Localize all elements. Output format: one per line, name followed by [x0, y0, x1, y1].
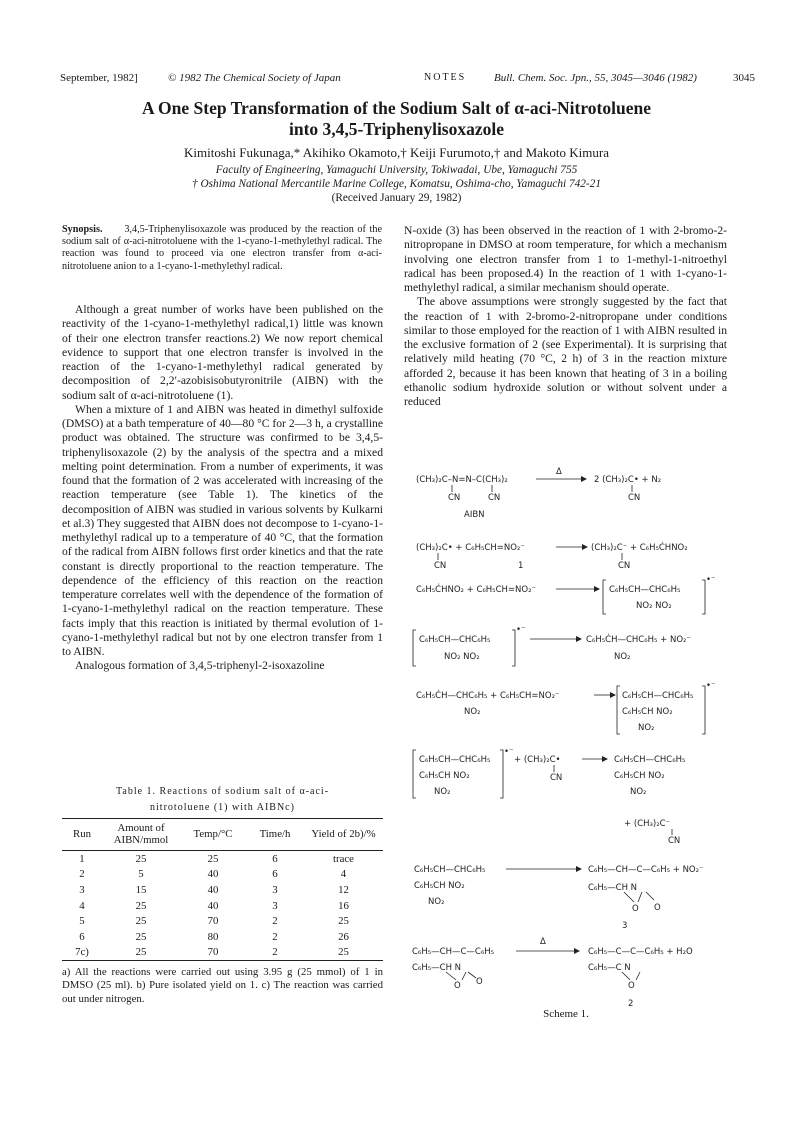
- scheme-formula: NO₂: [638, 723, 655, 733]
- scheme-formula: C₆H₅CH NO₂: [414, 881, 465, 891]
- scheme-formula: O: [632, 904, 639, 914]
- header-copyright: © 1982 The Chemical Society of Japan: [168, 72, 341, 84]
- scheme-formula: (CH₃)₂C⁻ + C₆H₅ĊHNO₂: [591, 543, 688, 553]
- header-journal: Bull. Chem. Soc. Jpn., 55, 3045—3046 (1982): [494, 72, 697, 84]
- scheme-formula: (CH₃)₂C–N=N–C(CH₃)₂: [416, 475, 508, 485]
- synopsis-text: 3,4,5-Triphenylisoxazole was produced by the reaction of the sodium salt of α-aci-nitrotoluene with the 1-cyano-1-methylethyl radical. The reaction was found to proceed via one electron transfer from α-aci-nitrotoluene anion to a 1-cyano-1-methylethyl radical.: [62, 224, 382, 272]
- paragraph: When a mixture of 1 and AIBN was heated in dimethyl sulfoxide (DMSO) at a bath temperature of 40—80 °C for 2—3 h, a crystalline product was obtained. The structure was confirmed to be 3,4,5-triphenylisoxazole (2) by the analysis of the spectra and a mixed melting point determination. From a number of experiments, it was found that the formation of 2 was accelerated with increasing of the reaction temperature (see Table 1). The kinetics of the decomposition of AIBN was studied in various solvents by Kulkarni et al.3) They suggested that AIBN does not decompose to 1-cyano-1-methylethyl radical up to a temperature of 40 °C, that the formation of the radical from AIBN follows first order kinetics and that the rate constant is directly proportional to the reaction temperature. The dependence of the efficiency of this reaction on the reaction temperature correlates well with the dependence of the formation of 1-cyano-1-methylethyl radical on the reaction temperature. These facts imply that this reaction is initiated by thermal evolution of 1-cyano-1-methylethyl radical but not by one electron transfer from 1 to AIBN.: [62, 402, 383, 658]
- scheme-formula: NO₂ NO₂: [636, 601, 672, 611]
- table-cell: 15: [135, 883, 147, 896]
- received-date: (Received January 29, 1982): [331, 192, 462, 204]
- scheme-formula: C₆H₅—CH N: [412, 963, 462, 973]
- scheme-formula: O: [476, 977, 483, 987]
- scheme-formula: C₆H₅CH—CHC₆H₅: [622, 691, 694, 701]
- table-cell: 70: [180, 945, 246, 961]
- table-cell: 40: [207, 883, 219, 896]
- table-cell: 2: [272, 930, 278, 943]
- scheme-formula: NO₂: [464, 707, 481, 717]
- table-cell: 3: [272, 883, 278, 896]
- scheme-formula: C₆H₅ĊH—CHC₆H₅ + C₆H₅CH=NO₂⁻: [416, 691, 560, 701]
- scheme-formula: C₆H₅CH NO₂: [622, 707, 673, 717]
- table-cell: 25: [304, 945, 383, 961]
- paragraph: The above assumptions were strongly suggested by the fact that the reaction of 1 with 2-bromo-2-nitropropane under conditions similar to those employed for the reaction of 1 with AIBN resulted in the exclusive formation of 2 (see Experimental). It is surprising that relatively mild heating (70 °C, 2 h) of 3 in the reaction mixture afforded 2, because it has been known that heating of 3 in a boiling ethanolic sodium hydroxide solution or without solvent under a reduced: [404, 295, 727, 408]
- scheme-formula: C₆H₅—C N: [588, 963, 631, 973]
- table-footnotes: a) All the reactions were carried out using 3.95 g (25 mmol) of 1 in DMSO (25 ml). b) Pure isolated yield on 1. c) The reaction was carried out under nitrogen.: [62, 966, 383, 1005]
- table-cell: 5: [79, 915, 85, 928]
- table-row: [62, 929, 383, 945]
- affiliation-1: Faculty of Engineering, Yamaguchi University, Tokiwadai, Ube, Yamaguchi 755: [215, 164, 578, 176]
- scheme-formula: C₆H₅CH NO₂: [419, 771, 470, 781]
- reaction-table: [62, 818, 383, 961]
- table-cell: 4: [79, 899, 85, 912]
- scheme-formula: CN: [628, 493, 641, 503]
- column-header: Run: [62, 819, 102, 851]
- scheme-formula: C₆H₅ĊHNO₂ + C₆H₅CH=NO₂⁻: [416, 585, 536, 595]
- title-line-1: A One Step Transformation of the Sodium Salt of α-aci-Nitrotoluene: [142, 98, 651, 118]
- header-page-number: 3045: [733, 72, 755, 84]
- column-header: Amount of AIBN/mmol: [102, 819, 180, 851]
- scheme-formula: CN: [448, 493, 461, 503]
- scheme-formula: CN: [434, 561, 447, 571]
- scheme-formula: •⁻: [706, 681, 716, 691]
- scheme-formula: (CH₃)₂C• + C₆H₅CH=NO₂⁻: [416, 543, 525, 553]
- table-cell: 6: [272, 852, 278, 865]
- scheme-formula: + (CH₃)₂C•: [514, 755, 561, 765]
- table-cell: 25: [135, 915, 147, 928]
- scheme-formula: C₆H₅—CH—C—C₆H₅ + NO₂⁻: [588, 865, 704, 875]
- author-list: Kimitoshi Fukunaga,* Akihiko Okamoto,† Keiji Furumoto,† and Makoto Kimura: [183, 145, 609, 160]
- scheme-formula: 2 (CH₃)₂C• + N₂: [594, 475, 662, 485]
- table-cell: 6: [79, 930, 85, 943]
- scheme-formula: + (CH₃)₂C⁻: [624, 819, 671, 829]
- scheme-formula: C₆H₅CH—CHC₆H₅: [414, 865, 486, 875]
- scheme-formula: •⁻: [706, 575, 716, 585]
- header-date: September, 1982]: [60, 72, 138, 84]
- table-cell: 2: [246, 945, 304, 961]
- table-cell: 25: [135, 930, 147, 943]
- scheme-formula: C₆H₅—C—C—C₆H₅ + H₂O: [588, 947, 693, 957]
- table-cell: 25: [102, 945, 180, 961]
- scheme-formula: C₆H₅CH—CHC₆H₅: [419, 635, 491, 645]
- table-header-row: [62, 819, 383, 851]
- table-cell: 1: [79, 852, 85, 865]
- table-cell: 4: [340, 868, 347, 881]
- scheme-formula: NO₂: [434, 787, 451, 797]
- scheme-formula: C₆H₅—CH N: [588, 883, 638, 893]
- scheme-formula: C₆H₅—CH—C—C₆H₅: [412, 947, 495, 957]
- title-line-2: into 3,4,5-Triphenylisoxazole: [288, 119, 505, 139]
- scheme-formula: NO₂: [428, 897, 445, 907]
- table-cell: 70: [207, 915, 219, 928]
- scheme-formula: C₆H₅CH—CHC₆H₅: [419, 755, 491, 765]
- aibn-label: AIBN: [464, 510, 485, 520]
- table-cell: 7c): [62, 945, 102, 961]
- table-cell: 40: [207, 868, 219, 881]
- scheme-formula: C₆H₅CH—CHC₆H₅: [614, 755, 686, 765]
- table-row: [62, 867, 383, 883]
- scheme-formula: O: [454, 981, 461, 991]
- table-cell: 25: [207, 852, 219, 865]
- table-cell: 3: [79, 883, 85, 896]
- table-caption-line-1: Table 1. Reactions of sodium salt of α-aci-: [115, 786, 330, 797]
- reaction-scheme: [406, 462, 736, 1022]
- column-header: Temp/°C: [180, 819, 246, 851]
- table-cell: 2: [272, 915, 278, 928]
- right-column-text: [404, 224, 727, 409]
- scheme-formula: CN: [488, 493, 501, 503]
- table-cell: 6: [272, 868, 278, 881]
- paragraph: Analogous formation of 3,4,5-triphenyl-2-isoxazoline: [75, 659, 325, 673]
- delta-symbol: Δ: [556, 467, 562, 477]
- table-cell: 26: [338, 930, 349, 943]
- left-column-text: [62, 303, 383, 674]
- scheme-formula: CN: [618, 561, 631, 571]
- table-cell: trace: [333, 852, 354, 865]
- table-cell: 25: [135, 852, 147, 865]
- scheme-formula: C₆H₅CH NO₂: [614, 771, 665, 781]
- table-row: [62, 898, 383, 914]
- column-header: Time/h: [246, 819, 304, 851]
- table-cell: 12: [338, 883, 349, 896]
- table-cell: 25: [338, 915, 349, 928]
- table-cell: 16: [338, 899, 349, 912]
- article-title: [0, 98, 793, 140]
- table-caption: [62, 784, 383, 816]
- scheme-formula: •⁻: [516, 625, 526, 635]
- compound-label-2: 2: [628, 999, 634, 1009]
- scheme-formula: O: [628, 981, 635, 991]
- table-cell: 80: [207, 930, 219, 943]
- affiliation-2: † Oshima National Mercantile Marine College, Komatsu, Oshima-cho, Yamaguchi 742-21: [192, 178, 601, 190]
- header-section: NOTES: [424, 72, 467, 83]
- scheme-formula: C₆H₅ĊH—CHC₆H₅ + NO₂⁻: [586, 635, 691, 645]
- compound-label-1: 1: [518, 561, 524, 571]
- paragraph: Although a great number of works have been published on the reactivity of the 1-cyano-1-methylethyl radical,1) little was known of their one electron transfer reactions.2) We now report chemical evidence to support that one electron transfer is involved in the reaction of the 1-cyano-1-methylethyl radical generated by decomposition of 2,2′-azobisisobutyronitrile (AIBN) with the sodium salt of α-aci-nitrotoluene (1).: [62, 303, 383, 402]
- table-cell: 25: [135, 899, 147, 912]
- table-row: [62, 882, 383, 898]
- scheme-formula: C₆H₅CH—CHC₆H₅: [609, 585, 681, 595]
- table-row: [62, 945, 383, 961]
- paragraph: N-oxide (3) has been observed in the reaction of 1 with 2-bromo-2-nitropropane in DMSO at room temperature, for which a mechanism involving one electron transfer from 1 to 1-methyl-1-nitroethyl radical has been proposed.4) In the reaction of 1 with 1-cyano-1-methylethyl radical, a similar mechanism should operate.: [404, 224, 727, 294]
- table-cell: 40: [207, 899, 219, 912]
- table-row: [62, 913, 383, 929]
- table-cell: 2: [79, 868, 85, 881]
- scheme-formula: CN: [550, 773, 563, 783]
- table-caption-line-2: nitrotoluene (1) with AIBNc): [150, 802, 295, 813]
- scheme-formula: •⁻: [504, 747, 514, 757]
- scheme-formula: O: [654, 903, 661, 913]
- synopsis-label: Synopsis.: [62, 224, 103, 235]
- scheme-formula: NO₂ NO₂: [444, 652, 480, 662]
- table-cell: 5: [138, 868, 144, 881]
- scheme-formula: CN: [668, 836, 681, 846]
- compound-label-3: 3: [622, 921, 628, 931]
- synopsis: [62, 224, 382, 273]
- column-header: Yield of 2b)/%: [304, 819, 383, 851]
- scheme-caption: Scheme 1.: [543, 1008, 589, 1020]
- scheme-formula: NO₂: [630, 787, 647, 797]
- delta-symbol: Δ: [540, 937, 546, 947]
- table-cell: 3: [272, 899, 278, 912]
- table-row: [62, 851, 383, 867]
- scheme-formula: NO₂: [614, 652, 631, 662]
